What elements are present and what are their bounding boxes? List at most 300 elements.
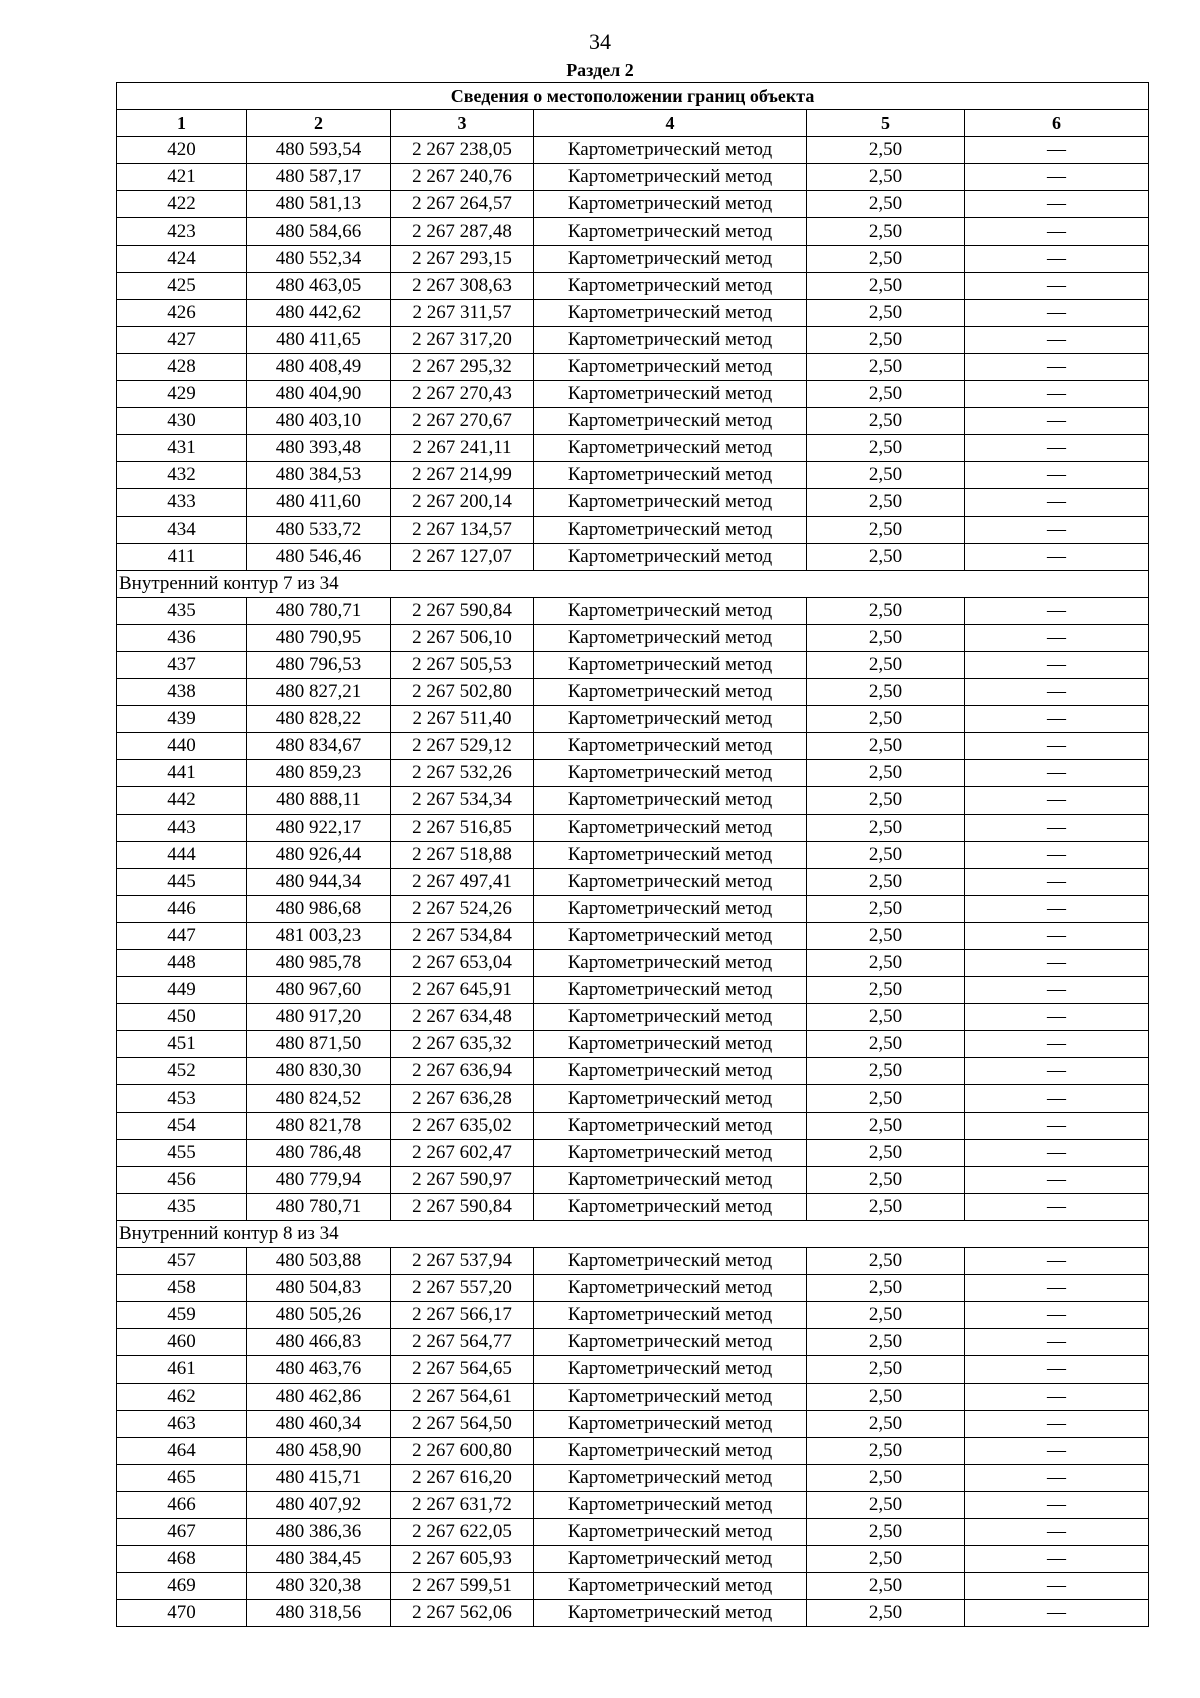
table-row [117, 706, 1149, 733]
method-cell: Картометрический метод [534, 1329, 807, 1356]
y-coordinate-cell: 2 267 127,07 [391, 543, 534, 570]
description-cell: — [965, 218, 1149, 245]
x-coordinate-cell: 480 828,22 [247, 706, 391, 733]
x-coordinate-cell: 480 824,52 [247, 1085, 391, 1112]
x-coordinate-cell: 480 871,50 [247, 1031, 391, 1058]
y-coordinate-cell: 2 267 511,40 [391, 706, 534, 733]
point-number-cell: 451 [117, 1031, 247, 1058]
point-number-cell: 459 [117, 1302, 247, 1329]
column-header: 6 [965, 110, 1149, 137]
table-row [117, 1058, 1149, 1085]
column-header: 4 [534, 110, 807, 137]
table-row [117, 733, 1149, 760]
boundary-coordinates-table [116, 82, 1149, 1627]
point-number-cell: 446 [117, 895, 247, 922]
accuracy-cell: 2,50 [807, 218, 965, 245]
y-coordinate-cell: 2 267 516,85 [391, 814, 534, 841]
table-row [117, 137, 1149, 164]
description-cell: — [965, 1329, 1149, 1356]
description-cell: — [965, 164, 1149, 191]
y-coordinate-cell: 2 267 534,84 [391, 922, 534, 949]
x-coordinate-cell: 480 587,17 [247, 164, 391, 191]
accuracy-cell: 2,50 [807, 624, 965, 651]
y-coordinate-cell: 2 267 308,63 [391, 272, 534, 299]
description-cell: — [965, 868, 1149, 895]
description-cell: — [965, 1437, 1149, 1464]
accuracy-cell: 2,50 [807, 814, 965, 841]
description-cell: — [965, 706, 1149, 733]
y-coordinate-cell: 2 267 537,94 [391, 1248, 534, 1275]
contour-label: Внутренний контур 7 из 34 [117, 570, 1149, 597]
method-cell: Картометрический метод [534, 353, 807, 380]
x-coordinate-cell: 480 462,86 [247, 1383, 391, 1410]
x-coordinate-cell: 480 859,23 [247, 760, 391, 787]
description-cell: — [965, 1518, 1149, 1545]
description-cell: — [965, 191, 1149, 218]
method-cell: Картометрический метод [534, 164, 807, 191]
method-cell: Картометрический метод [534, 1410, 807, 1437]
table-row [117, 1329, 1149, 1356]
method-cell: Картометрический метод [534, 787, 807, 814]
x-coordinate-cell: 480 463,05 [247, 272, 391, 299]
table-row [117, 353, 1149, 380]
table-row [117, 1193, 1149, 1220]
method-cell: Картометрический метод [534, 1004, 807, 1031]
x-coordinate-cell: 480 827,21 [247, 679, 391, 706]
description-cell: — [965, 1139, 1149, 1166]
accuracy-cell: 2,50 [807, 543, 965, 570]
point-number-cell: 431 [117, 435, 247, 462]
point-number-cell: 433 [117, 489, 247, 516]
description-cell: — [965, 1302, 1149, 1329]
method-cell: Картометрический метод [534, 895, 807, 922]
table-row [117, 245, 1149, 272]
description-cell: — [965, 1275, 1149, 1302]
point-number-cell: 440 [117, 733, 247, 760]
table-row [117, 597, 1149, 624]
method-cell: Картометрический метод [534, 597, 807, 624]
accuracy-cell: 2,50 [807, 1302, 965, 1329]
description-cell: — [965, 381, 1149, 408]
method-cell: Картометрический метод [534, 516, 807, 543]
x-coordinate-cell: 480 411,60 [247, 489, 391, 516]
description-cell: — [965, 299, 1149, 326]
x-coordinate-cell: 480 922,17 [247, 814, 391, 841]
table-row [117, 651, 1149, 678]
point-number-cell: 411 [117, 543, 247, 570]
description-cell: — [965, 651, 1149, 678]
method-cell: Картометрический метод [534, 977, 807, 1004]
description-cell: — [965, 1193, 1149, 1220]
point-number-cell: 458 [117, 1275, 247, 1302]
accuracy-cell: 2,50 [807, 1518, 965, 1545]
x-coordinate-cell: 480 466,83 [247, 1329, 391, 1356]
method-cell: Картометрический метод [534, 1491, 807, 1518]
column-header: 5 [807, 110, 965, 137]
accuracy-cell: 2,50 [807, 679, 965, 706]
y-coordinate-cell: 2 267 214,99 [391, 462, 534, 489]
table-row [117, 272, 1149, 299]
table-row [117, 1112, 1149, 1139]
y-coordinate-cell: 2 267 636,94 [391, 1058, 534, 1085]
method-cell: Картометрический метод [534, 137, 807, 164]
method-cell: Картометрический метод [534, 1600, 807, 1627]
contour-header-row [117, 1220, 1149, 1247]
table-body [117, 137, 1149, 1627]
x-coordinate-cell: 480 552,34 [247, 245, 391, 272]
y-coordinate-cell: 2 267 616,20 [391, 1464, 534, 1491]
y-coordinate-cell: 2 267 635,02 [391, 1112, 534, 1139]
method-cell: Картометрический метод [534, 489, 807, 516]
point-number-cell: 461 [117, 1356, 247, 1383]
method-cell: Картометрический метод [534, 1112, 807, 1139]
x-coordinate-cell: 480 460,34 [247, 1410, 391, 1437]
point-number-cell: 420 [117, 137, 247, 164]
table-row [117, 1383, 1149, 1410]
x-coordinate-cell: 480 320,38 [247, 1573, 391, 1600]
description-cell: — [965, 1085, 1149, 1112]
contour-label: Внутренний контур 8 из 34 [117, 1220, 1149, 1247]
method-cell: Картометрический метод [534, 408, 807, 435]
accuracy-cell: 2,50 [807, 299, 965, 326]
method-cell: Картометрический метод [534, 1275, 807, 1302]
description-cell: — [965, 624, 1149, 651]
method-cell: Картометрический метод [534, 651, 807, 678]
description-cell: — [965, 895, 1149, 922]
x-coordinate-cell: 480 458,90 [247, 1437, 391, 1464]
description-cell: — [965, 1464, 1149, 1491]
x-coordinate-cell: 480 407,92 [247, 1491, 391, 1518]
description-cell: — [965, 679, 1149, 706]
x-coordinate-cell: 480 533,72 [247, 516, 391, 543]
accuracy-cell: 2,50 [807, 516, 965, 543]
table-row [117, 1464, 1149, 1491]
section-title: Раздел 2 [566, 60, 634, 80]
method-cell: Картометрический метод [534, 841, 807, 868]
x-coordinate-cell: 480 834,67 [247, 733, 391, 760]
point-number-cell: 435 [117, 597, 247, 624]
point-number-cell: 462 [117, 1383, 247, 1410]
description-cell: — [965, 408, 1149, 435]
y-coordinate-cell: 2 267 240,76 [391, 164, 534, 191]
x-coordinate-cell: 480 393,48 [247, 435, 391, 462]
accuracy-cell: 2,50 [807, 1193, 965, 1220]
y-coordinate-cell: 2 267 502,80 [391, 679, 534, 706]
accuracy-cell: 2,50 [807, 1546, 965, 1573]
x-coordinate-cell: 480 780,71 [247, 1193, 391, 1220]
point-number-cell: 449 [117, 977, 247, 1004]
accuracy-cell: 2,50 [807, 950, 965, 977]
y-coordinate-cell: 2 267 599,51 [391, 1573, 534, 1600]
method-cell: Картометрический метод [534, 814, 807, 841]
accuracy-cell: 2,50 [807, 1356, 965, 1383]
y-coordinate-cell: 2 267 600,80 [391, 1437, 534, 1464]
y-coordinate-cell: 2 267 529,12 [391, 733, 534, 760]
y-coordinate-cell: 2 267 635,32 [391, 1031, 534, 1058]
accuracy-cell: 2,50 [807, 706, 965, 733]
column-header: 3 [391, 110, 534, 137]
accuracy-cell: 2,50 [807, 1085, 965, 1112]
accuracy-cell: 2,50 [807, 760, 965, 787]
table-row [117, 408, 1149, 435]
point-number-cell: 464 [117, 1437, 247, 1464]
table-row [117, 679, 1149, 706]
method-cell: Картометрический метод [534, 1356, 807, 1383]
y-coordinate-cell: 2 267 564,61 [391, 1383, 534, 1410]
x-coordinate-cell: 480 386,36 [247, 1518, 391, 1545]
accuracy-cell: 2,50 [807, 1329, 965, 1356]
point-number-cell: 426 [117, 299, 247, 326]
table-row [117, 164, 1149, 191]
y-coordinate-cell: 2 267 287,48 [391, 218, 534, 245]
x-coordinate-cell: 480 404,90 [247, 381, 391, 408]
accuracy-cell: 2,50 [807, 1464, 965, 1491]
table-row [117, 1031, 1149, 1058]
y-coordinate-cell: 2 267 134,57 [391, 516, 534, 543]
table-row [117, 462, 1149, 489]
method-cell: Картометрический метод [534, 1302, 807, 1329]
x-coordinate-cell: 480 581,13 [247, 191, 391, 218]
table-row [117, 760, 1149, 787]
y-coordinate-cell: 2 267 605,93 [391, 1546, 534, 1573]
accuracy-cell: 2,50 [807, 408, 965, 435]
description-cell: — [965, 1383, 1149, 1410]
table-row [117, 381, 1149, 408]
method-cell: Картометрический метод [534, 191, 807, 218]
table-row [117, 435, 1149, 462]
description-cell: — [965, 353, 1149, 380]
description-cell: — [965, 1166, 1149, 1193]
point-number-cell: 436 [117, 624, 247, 651]
table-row [117, 922, 1149, 949]
point-number-cell: 466 [117, 1491, 247, 1518]
point-number-cell: 432 [117, 462, 247, 489]
table-row [117, 977, 1149, 1004]
table-row [117, 1004, 1149, 1031]
method-cell: Картометрический метод [534, 1166, 807, 1193]
y-coordinate-cell: 2 267 566,17 [391, 1302, 534, 1329]
x-coordinate-cell: 480 546,46 [247, 543, 391, 570]
page-number: 34 [589, 29, 611, 54]
accuracy-cell: 2,50 [807, 137, 965, 164]
table-caption: Сведения о местоположении границ объекта [117, 83, 1149, 110]
description-cell: — [965, 1600, 1149, 1627]
x-coordinate-cell: 480 408,49 [247, 353, 391, 380]
accuracy-cell: 2,50 [807, 1491, 965, 1518]
table-row [117, 1600, 1149, 1627]
table-row [117, 1546, 1149, 1573]
x-coordinate-cell: 480 503,88 [247, 1248, 391, 1275]
method-cell: Картометрический метод [534, 381, 807, 408]
table-row [117, 1275, 1149, 1302]
x-coordinate-cell: 480 796,53 [247, 651, 391, 678]
point-number-cell: 463 [117, 1410, 247, 1437]
table-row [117, 1248, 1149, 1275]
x-coordinate-cell: 480 985,78 [247, 950, 391, 977]
x-coordinate-cell: 480 786,48 [247, 1139, 391, 1166]
table-row [117, 543, 1149, 570]
y-coordinate-cell: 2 267 590,84 [391, 597, 534, 624]
table-row [117, 1491, 1149, 1518]
y-coordinate-cell: 2 267 532,26 [391, 760, 534, 787]
contour-header-row [117, 570, 1149, 597]
y-coordinate-cell: 2 267 270,67 [391, 408, 534, 435]
description-cell: — [965, 1248, 1149, 1275]
method-cell: Картометрический метод [534, 1437, 807, 1464]
y-coordinate-cell: 2 267 590,97 [391, 1166, 534, 1193]
table-row [117, 868, 1149, 895]
accuracy-cell: 2,50 [807, 1383, 965, 1410]
description-cell: — [965, 326, 1149, 353]
x-coordinate-cell: 480 463,76 [247, 1356, 391, 1383]
method-cell: Картометрический метод [534, 1031, 807, 1058]
accuracy-cell: 2,50 [807, 1112, 965, 1139]
point-number-cell: 454 [117, 1112, 247, 1139]
method-cell: Картометрический метод [534, 543, 807, 570]
point-number-cell: 438 [117, 679, 247, 706]
description-cell: — [965, 137, 1149, 164]
accuracy-cell: 2,50 [807, 977, 965, 1004]
accuracy-cell: 2,50 [807, 1437, 965, 1464]
accuracy-cell: 2,50 [807, 1275, 965, 1302]
method-cell: Картометрический метод [534, 245, 807, 272]
accuracy-cell: 2,50 [807, 1600, 965, 1627]
accuracy-cell: 2,50 [807, 651, 965, 678]
point-number-cell: 443 [117, 814, 247, 841]
point-number-cell: 434 [117, 516, 247, 543]
description-cell: — [965, 435, 1149, 462]
method-cell: Картометрический метод [534, 760, 807, 787]
method-cell: Картометрический метод [534, 1518, 807, 1545]
table-row [117, 489, 1149, 516]
accuracy-cell: 2,50 [807, 381, 965, 408]
accuracy-cell: 2,50 [807, 164, 965, 191]
y-coordinate-cell: 2 267 564,65 [391, 1356, 534, 1383]
method-cell: Картометрический метод [534, 326, 807, 353]
x-coordinate-cell: 480 967,60 [247, 977, 391, 1004]
method-cell: Картометрический метод [534, 679, 807, 706]
description-cell: — [965, 950, 1149, 977]
point-number-cell: 444 [117, 841, 247, 868]
point-number-cell: 442 [117, 787, 247, 814]
table-row [117, 1085, 1149, 1112]
column-header: 2 [247, 110, 391, 137]
point-number-cell: 447 [117, 922, 247, 949]
table-row [117, 191, 1149, 218]
accuracy-cell: 2,50 [807, 462, 965, 489]
accuracy-cell: 2,50 [807, 841, 965, 868]
description-cell: — [965, 489, 1149, 516]
x-coordinate-cell: 480 830,30 [247, 1058, 391, 1085]
table-caption-row [117, 83, 1149, 110]
table-row [117, 218, 1149, 245]
method-cell: Картометрический метод [534, 1139, 807, 1166]
accuracy-cell: 2,50 [807, 1058, 965, 1085]
point-number-cell: 439 [117, 706, 247, 733]
y-coordinate-cell: 2 267 241,11 [391, 435, 534, 462]
x-coordinate-cell: 480 790,95 [247, 624, 391, 651]
accuracy-cell: 2,50 [807, 435, 965, 462]
method-cell: Картометрический метод [534, 1464, 807, 1491]
point-number-cell: 470 [117, 1600, 247, 1627]
point-number-cell: 425 [117, 272, 247, 299]
y-coordinate-cell: 2 267 238,05 [391, 137, 534, 164]
table-row [117, 1166, 1149, 1193]
description-cell: — [965, 733, 1149, 760]
accuracy-cell: 2,50 [807, 868, 965, 895]
y-coordinate-cell: 2 267 590,84 [391, 1193, 534, 1220]
accuracy-cell: 2,50 [807, 489, 965, 516]
point-number-cell: 456 [117, 1166, 247, 1193]
table-row [117, 1518, 1149, 1545]
method-cell: Картометрический метод [534, 950, 807, 977]
x-coordinate-cell: 480 442,62 [247, 299, 391, 326]
point-number-cell: 452 [117, 1058, 247, 1085]
point-number-cell: 435 [117, 1193, 247, 1220]
description-cell: — [965, 922, 1149, 949]
y-coordinate-cell: 2 267 645,91 [391, 977, 534, 1004]
point-number-cell: 467 [117, 1518, 247, 1545]
table-row [117, 895, 1149, 922]
description-cell: — [965, 543, 1149, 570]
accuracy-cell: 2,50 [807, 922, 965, 949]
point-number-cell: 448 [117, 950, 247, 977]
method-cell: Картометрический метод [534, 435, 807, 462]
point-number-cell: 430 [117, 408, 247, 435]
point-number-cell: 427 [117, 326, 247, 353]
description-cell: — [965, 787, 1149, 814]
point-number-cell: 429 [117, 381, 247, 408]
method-cell: Картометрический метод [534, 706, 807, 733]
accuracy-cell: 2,50 [807, 1031, 965, 1058]
point-number-cell: 421 [117, 164, 247, 191]
y-coordinate-cell: 2 267 557,20 [391, 1275, 534, 1302]
description-cell: — [965, 272, 1149, 299]
method-cell: Картометрический метод [534, 1383, 807, 1410]
x-coordinate-cell: 480 415,71 [247, 1464, 391, 1491]
x-coordinate-cell: 480 944,34 [247, 868, 391, 895]
description-cell: — [965, 1004, 1149, 1031]
x-coordinate-cell: 480 821,78 [247, 1112, 391, 1139]
y-coordinate-cell: 2 267 264,57 [391, 191, 534, 218]
x-coordinate-cell: 480 411,65 [247, 326, 391, 353]
point-number-cell: 460 [117, 1329, 247, 1356]
table-row [117, 516, 1149, 543]
description-cell: — [965, 1356, 1149, 1383]
table-row [117, 624, 1149, 651]
method-cell: Картометрический метод [534, 1573, 807, 1600]
y-coordinate-cell: 2 267 518,88 [391, 841, 534, 868]
x-coordinate-cell: 480 986,68 [247, 895, 391, 922]
x-coordinate-cell: 480 779,94 [247, 1166, 391, 1193]
y-coordinate-cell: 2 267 270,43 [391, 381, 534, 408]
description-cell: — [965, 977, 1149, 1004]
method-cell: Картометрический метод [534, 1248, 807, 1275]
y-coordinate-cell: 2 267 524,26 [391, 895, 534, 922]
table-row [117, 841, 1149, 868]
accuracy-cell: 2,50 [807, 597, 965, 624]
description-cell: — [965, 597, 1149, 624]
y-coordinate-cell: 2 267 497,41 [391, 868, 534, 895]
y-coordinate-cell: 2 267 622,05 [391, 1518, 534, 1545]
y-coordinate-cell: 2 267 602,47 [391, 1139, 534, 1166]
point-number-cell: 437 [117, 651, 247, 678]
x-coordinate-cell: 480 917,20 [247, 1004, 391, 1031]
table-row [117, 787, 1149, 814]
description-cell: — [965, 1491, 1149, 1518]
accuracy-cell: 2,50 [807, 326, 965, 353]
description-cell: — [965, 1573, 1149, 1600]
